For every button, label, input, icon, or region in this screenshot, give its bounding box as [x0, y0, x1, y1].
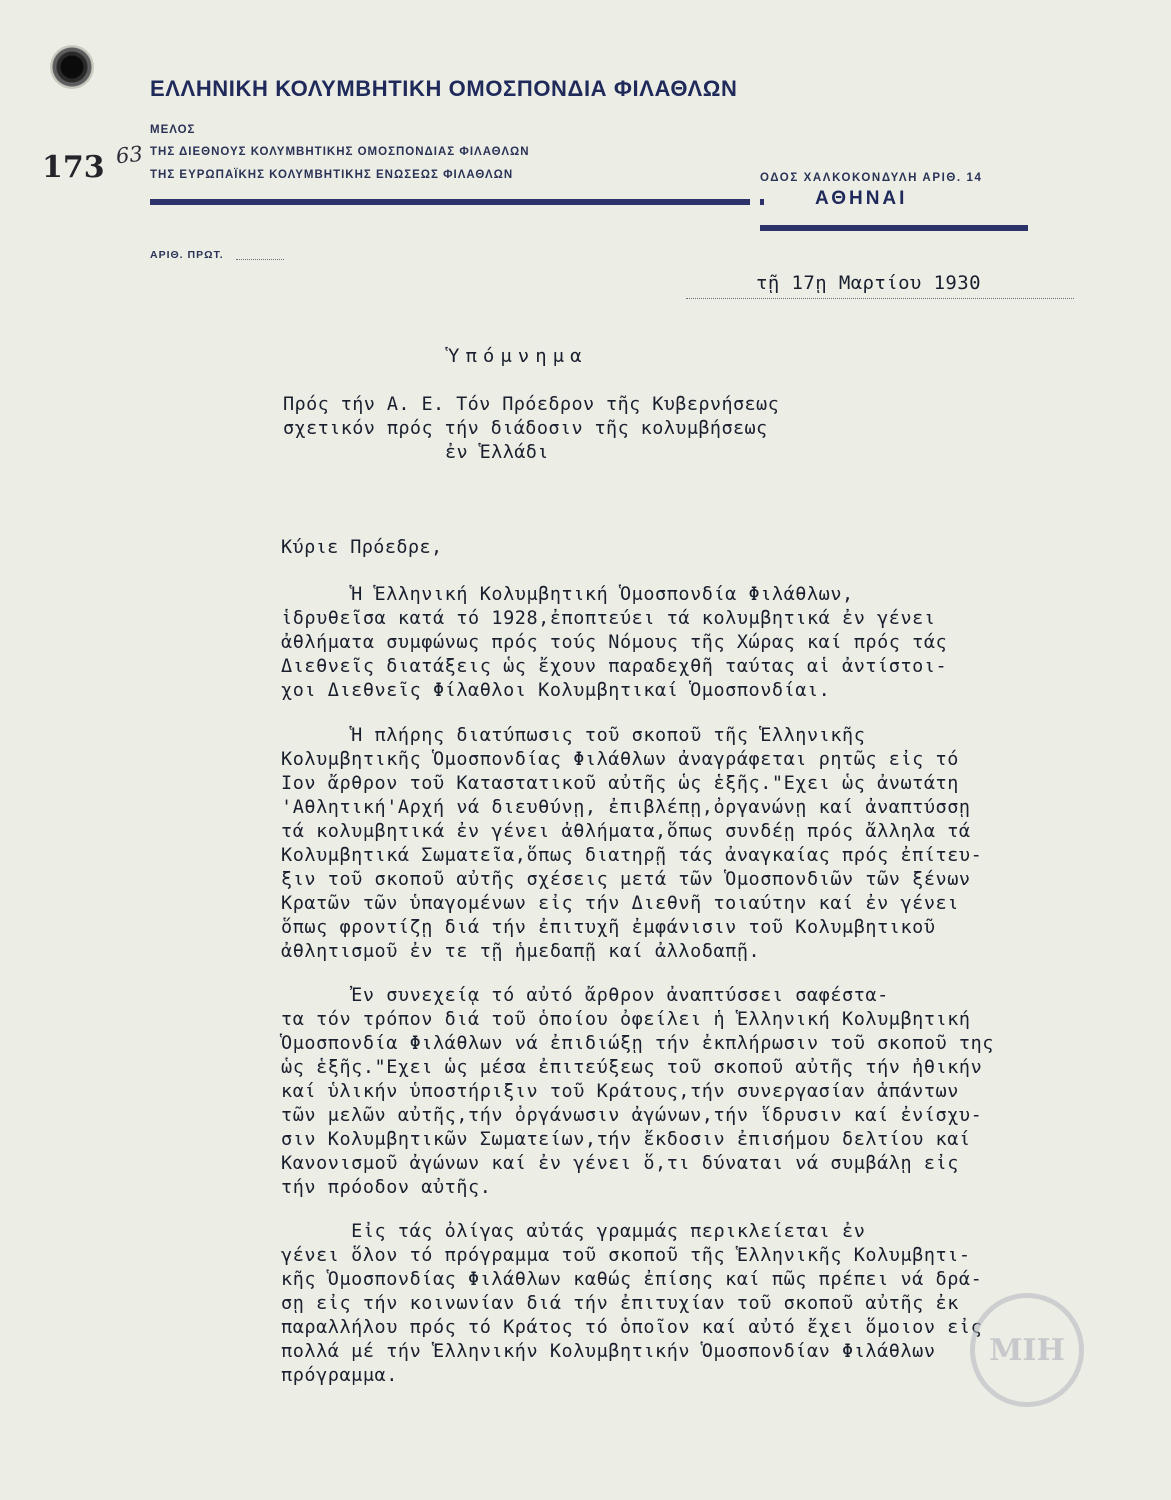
paragraph-4-line: γένει ὅλον τό πρόγραμμα τοῦ σκοποῦ τῆς Ἑλληνικῆς Κολυμβητι-	[281, 1245, 971, 1266]
paragraph-3-line: σιν Κολυμβητικῶν Σωματείων,τήν ἔκδοσιν ἐπισήμου δελτίου καί	[281, 1129, 971, 1150]
paragraph-4-line: κῆς Ὁμοσπονδίας Φιλάθλων καθώς ἐπίσης καί πῶς πρέπει νά δρά-	[281, 1269, 983, 1290]
letter-date: τῇ 17ῃ Μαρτίου 1930	[756, 272, 981, 294]
paragraph-3-line: ὡς ἑξῆς."Εχει ὡς μέσα ἐπιτεύξεως τοῦ σκοποῦ αὐτῆς τήν ἠθικήν	[281, 1057, 983, 1078]
paragraph-4-line: παραλλήλου πρός τό Κράτος τό ὁποῖον καί αὐτό ἔχει ὅμοιον εἰς	[281, 1317, 983, 1338]
archive-watermark-stamp	[970, 1293, 1084, 1407]
paragraph-2-line: Κολυμβητικά Σωματεῖα,ὅπως διατηρῇ τάς ἀναγκαίας πρός ἐπίτευ-	[281, 845, 983, 866]
salutation: Κύριε Πρόεδρε,	[281, 537, 443, 558]
paragraph-4-line: Εἰς τάς ὀλίγας αὐτάς γραμμάς περικλείεται ἐν	[281, 1221, 866, 1242]
subject-line-2: σχετικόν πρός τήν διάδοσιν τῆς κολυμβήσεως	[283, 418, 768, 439]
subject-line-3: ἐν Ἑλλάδι	[445, 442, 549, 463]
protocol-label: ΑΡΙΘ. ΠΡΩΤ.	[150, 249, 224, 261]
subject-line-1: Πρός τήν Α. Ε. Τόν Πρόεδρον τῆς Κυβερνήσεως	[283, 394, 780, 415]
paragraph-2-line: ἀθλητισμοῦ ἐν τε τῇ ἡμεδαπῇ καί ἀλλοδαπῇ.	[281, 941, 761, 962]
city-rule	[760, 225, 1028, 231]
letterhead-rule-end	[760, 199, 764, 205]
paragraph-4-line: σῃ εἰς τήν κοινωνίαν διά τήν ἐπιτυχίαν τοῦ σκοποῦ αὐτῆς ἐκ	[281, 1293, 959, 1314]
archive-number: 173	[42, 150, 105, 185]
document-title: Ὑπόμνημα	[448, 345, 588, 367]
paragraph-2-line: ξιν τοῦ σκοποῦ αὐτῆς σχέσεις μετά τῶν Ὁμοσπονδιῶν τῶν ξένων	[281, 869, 971, 890]
archive-subnumber: 63	[114, 141, 144, 169]
paragraph-2-line: Ἡ πλήρης διατύπωσις τοῦ σκοποῦ τῆς Ἑλληνικῆς	[281, 725, 866, 746]
paragraph-1-line: ἱδρυθεῖσα κατά τό 1928,ἐποπτεύει τά κολυμβητικά ἐν γένει	[281, 608, 936, 629]
paragraph-2-line: τά κολυμβητικά ἐν γένει ἀθλήματα,ὅπως συνδέῃ πρός ἄλληλα τά	[281, 821, 971, 842]
punch-hole	[50, 45, 94, 89]
member-of-line-2: ΤΗΣ ΕΥΡΩΠΑΪΚΗΣ ΚΟΛΥΜΒΗΤΙΚΗΣ ΕΝΩΣΕΩΣ ΦΙΛΑΘΛΩΝ	[150, 169, 514, 181]
paragraph-1-line: Ἡ Ἑλληνική Κολυμβητική Ὁμοσπονδία Φιλάθλων,	[281, 584, 854, 605]
paragraph-4-line: πρόγραμμα.	[281, 1365, 398, 1386]
paragraph-2-line: Κρατῶν τῶν ὑπαγομένων εἰς τήν Διεθνῆ τοιαύτην καί ἐν γένει	[281, 893, 959, 914]
organization-name: ΕΛΛΗΝΙΚΗ ΚΟΛΥΜΒΗΤΙΚΗ ΟΜΟΣΠΟΝΔΙΑ ΦΙΛΑΘΛΩΝ	[150, 76, 738, 101]
city-name: ΑΘΗΝΑΙ	[815, 188, 908, 209]
watermark-text: ΜΙΗ	[989, 1332, 1065, 1368]
protocol-dotted-line	[236, 259, 284, 260]
paragraph-2-line: Ιον ἄρθρον τοῦ Καταστατικοῦ αὐτῆς ὡς ἑξῆς."Εχει ὡς ἀνωτάτη	[281, 773, 959, 794]
letterhead-rule	[150, 199, 750, 205]
paragraph-1-line: χοι Διεθνεῖς Φίλαθλοι Κολυμβητικαί Ὁμοσπονδίαι.	[281, 680, 831, 701]
paragraph-1-line: ἀθλήματα συμφώνως πρός τούς Νόμους τῆς Χώρας καί πρός τάς	[281, 632, 948, 653]
paragraph-3-line: καί ὑλικήν ὑποστήριξιν τοῦ Κράτους,τήν συνεργασίαν ἁπάντων	[281, 1081, 959, 1102]
paragraph-3-line: Ἐν συνεχείᾳ τό αὐτό ἄρθρον ἀναπτύσσει σαφέστα-	[281, 985, 889, 1006]
paragraph-3-line: τα τόν τρόπον διά τοῦ ὁποίου ὀφείλει ἡ Ἑλληνική Κολυμβητική	[281, 1009, 971, 1030]
member-label: ΜΕΛΟΣ	[150, 124, 196, 136]
paragraph-3-line: Κανονισμοῦ ἀγώνων καί ἐν γένει ὅ,τι δύναται νά συμβάλῃ εἰς	[281, 1153, 959, 1174]
member-of-line-1: ΤΗΣ ΔΙΕΘΝΟΥΣ ΚΟΛΥΜΒΗΤΙΚΗΣ ΟΜΟΣΠΟΝΔΙΑΣ ΦΙΛΑΘΛΩΝ	[150, 146, 530, 158]
paragraph-2-line: 'Αθλητική'Αρχή νά διευθύνῃ, ἐπιβλέπῃ,ὀργανώνῃ καί ἀναπτύσσῃ	[281, 797, 971, 818]
paragraph-3-line: Ὁμοσπονδία Φιλάθλων νά ἐπιδιώξῃ τήν ἐκπλήρωσιν τοῦ σκοποῦ της	[281, 1033, 994, 1054]
date-dotted-line	[686, 298, 1074, 299]
paragraph-4-line: πολλά μέ τήν Ἑλληνικήν Κολυμβητικήν Ὁμοσπονδίαν Φιλάθλων	[281, 1341, 936, 1362]
paragraph-3-line: τήν πρόοδον αὐτῆς.	[281, 1177, 492, 1198]
paragraph-2-line: Κολυμβητικῆς Ὁμοσπονδίας Φιλάθλων ἀναγράφεται ρητῶς εἰς τό	[281, 749, 959, 770]
paragraph-2-line: ὅπως φροντίζῃ διά τήν ἐπιτυχῆ ἐμφάνισιν τοῦ Κολυμβητικοῦ	[281, 917, 936, 938]
paragraph-1-line: Διεθνεῖς διατάξεις ὡς ἔχουν παραδεχθῆ ταύτας αἱ ἀντίστοι-	[281, 656, 948, 677]
address: ΟΔΟΣ ΧΑΛΚΟΚΟΝΔΥΛΗ ΑΡΙΘ. 14	[760, 172, 983, 184]
paragraph-3-line: τῶν μελῶν αὐτῆς,τήν ὀργάνωσιν ἀγώνων,τήν ἵδρυσιν καί ἐνίσχυ-	[281, 1105, 983, 1126]
